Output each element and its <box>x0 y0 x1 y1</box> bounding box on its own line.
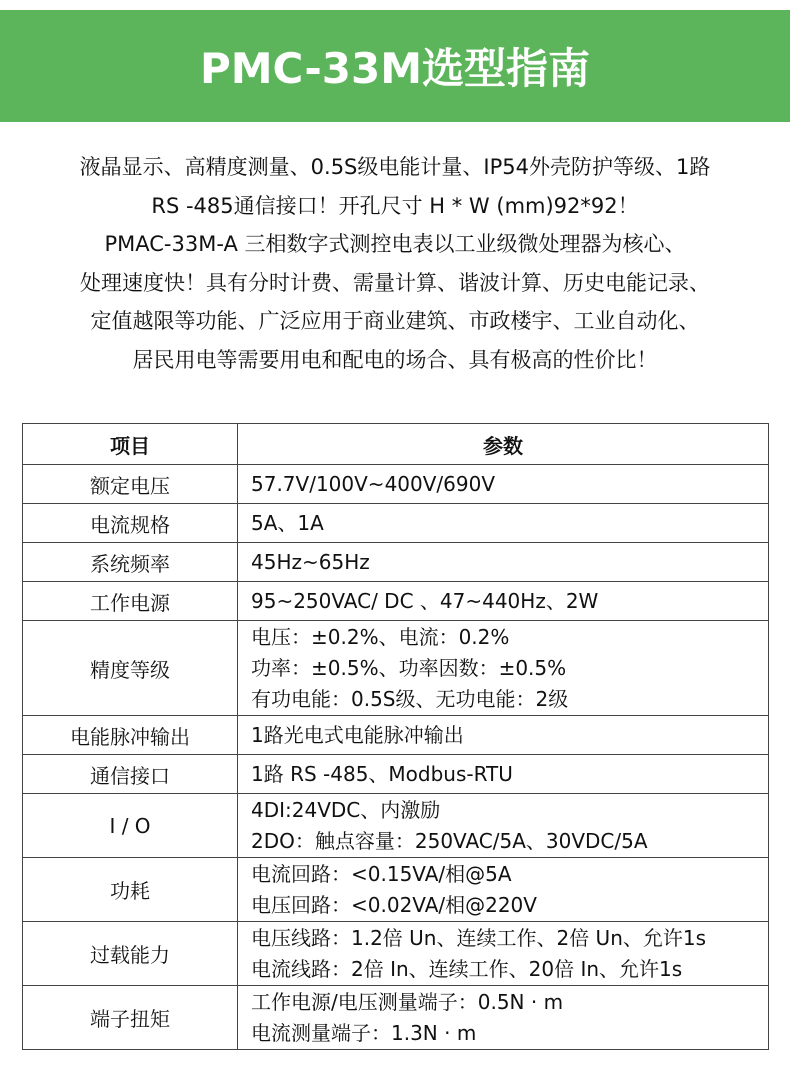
value-line: 45Hz~65Hz <box>251 549 370 574</box>
value-line: 1路光电式电能脉冲输出 <box>251 722 464 747</box>
value-line: 2DO：触点容量：250VAC/5A、30VDC/5A <box>251 828 648 853</box>
row-value <box>238 716 769 755</box>
row-value <box>238 582 769 621</box>
row-item: 通信接口 <box>23 755 238 794</box>
row-value <box>238 858 769 922</box>
value-line: 功率：±0.5%、功率因数：±0.5% <box>251 655 567 680</box>
row-item: 工作电源 <box>23 582 238 621</box>
row-item: 额定电压 <box>23 465 238 504</box>
table-row <box>23 922 769 986</box>
intro-text <box>0 148 790 379</box>
intro-line: 液晶显示、高精度测量、0.5S级电能计量、IP54外壳防护等级、1路 <box>79 155 711 179</box>
value-line: 电压：±0.2%、电流：0.2% <box>251 624 510 649</box>
value-line: 5A、1A <box>251 510 324 535</box>
table-row <box>23 621 769 716</box>
row-value <box>238 755 769 794</box>
row-item: 系统频率 <box>23 543 238 582</box>
value-line: 57.7V/100V~400V/690V <box>251 471 496 496</box>
row-value <box>238 986 769 1050</box>
table-row <box>23 755 769 794</box>
value-line: 有功电能：0.5S级、无功电能：2级 <box>251 686 569 711</box>
table-row <box>23 504 769 543</box>
row-item: 精度等级 <box>23 621 238 716</box>
value-line: 电压线路：1.2倍 Un、连续工作、2倍 Un、允许1s <box>251 925 707 950</box>
column-header-item: 项目 <box>23 424 238 465</box>
value-line: 电压回路：<0.02VA/相@220V <box>251 892 537 917</box>
table-row <box>23 543 769 582</box>
intro-line: 处理速度快！具有分时计费、需量计算、谐波计算、历史电能记录、 <box>80 270 710 295</box>
value-line: 95~250VAC/ DC 、47~440Hz、2W <box>251 588 599 613</box>
value-line: 1路 RS -485、Modbus-RTU <box>251 761 513 786</box>
table-row <box>23 465 769 504</box>
table-row <box>23 986 769 1050</box>
table-row <box>23 794 769 858</box>
intro-line: PMAC-33M-A 三相数字式测控电表以工业级微处理器为核心、 <box>104 232 686 256</box>
row-value <box>238 465 769 504</box>
row-value <box>238 794 769 858</box>
spec-table <box>22 423 769 1050</box>
row-item: 功耗 <box>23 858 238 922</box>
row-item: I / O <box>23 794 238 858</box>
value-line: 电流测量端子：1.3N · m <box>251 1020 477 1045</box>
intro-line: 居民用电等需要用电和配电的场合、具有极高的性价比！ <box>132 347 658 372</box>
intro-line: RS -485通信接口！开孔尺寸 H * W (mm)92*92！ <box>151 193 639 218</box>
row-value <box>238 543 769 582</box>
row-value <box>238 504 769 543</box>
table-row <box>23 582 769 621</box>
row-value <box>238 621 769 716</box>
table-row <box>23 716 769 755</box>
value-line: 电流回路：<0.15VA/相@5A <box>251 861 512 886</box>
title-banner <box>0 10 790 122</box>
value-line: 工作电源/电压测量端子：0.5N · m <box>251 989 564 1014</box>
table-row <box>23 858 769 922</box>
value-line: 电流线路：2倍 In、连续工作、20倍 In、允许1s <box>251 956 683 981</box>
table-header-row <box>23 424 769 465</box>
row-value <box>238 922 769 986</box>
row-item: 电能脉冲输出 <box>23 716 238 755</box>
page-title: PMC-33M选型指南 <box>199 44 591 93</box>
row-item: 过载能力 <box>23 922 238 986</box>
row-item: 端子扭矩 <box>23 986 238 1050</box>
row-item: 电流规格 <box>23 504 238 543</box>
value-line: 4DI:24VDC、内激励 <box>251 797 441 822</box>
column-header-param: 参数 <box>238 424 769 465</box>
intro-line: 定值越限等功能、广泛应用于商业建筑、市政楼宇、工业自动化、 <box>90 309 700 333</box>
